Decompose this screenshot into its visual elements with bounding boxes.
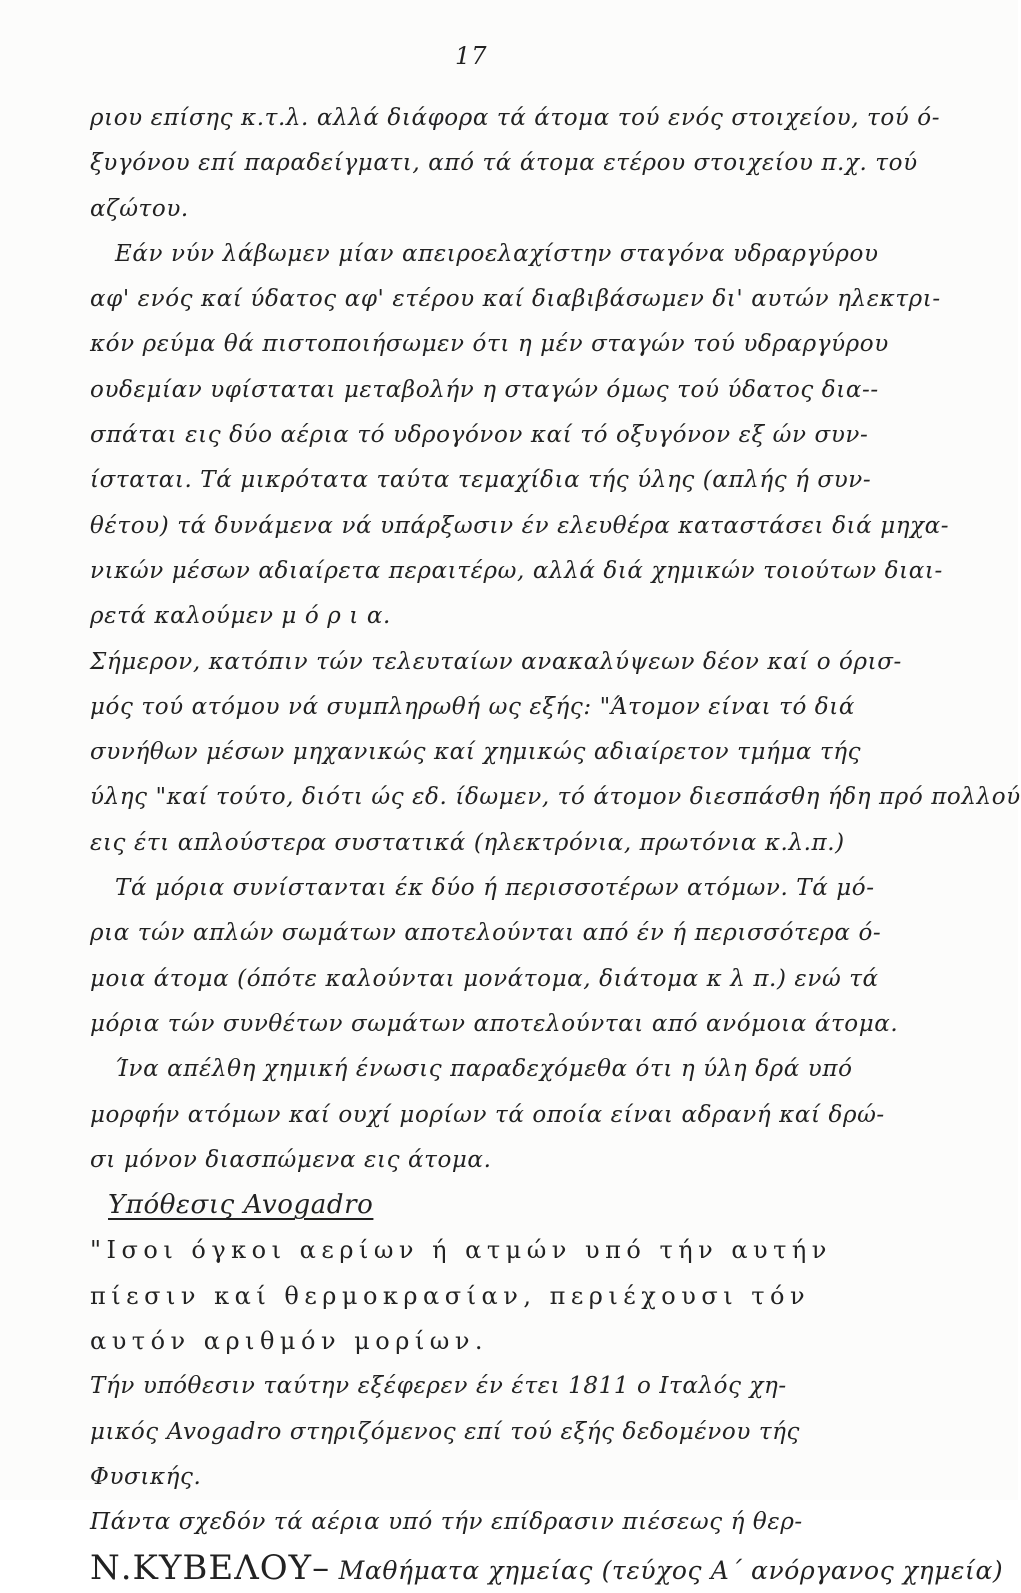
text-line: ρια τών απλών σωμάτων αποτελούνται από έν ή περισσότερα ό- [90, 920, 882, 947]
text-line: ουδεμίαν υφίσταται μεταβολήν η σταγών όμως τού ύδατος δια-- [90, 376, 879, 403]
text-line: σι μόνον διασπώμενα εις άτομα. [90, 1146, 492, 1173]
footer [90, 1546, 1004, 1591]
text-line: νικών μέσων αδιαίρετα περαιτέρω, αλλά διά χημικών τοιούτων διαι- [90, 557, 943, 584]
text-line: θέτου) τά δυνάμενα νά υπάρξωσιν έν ελευθέρα καταστάσει διά μηχα- [90, 512, 950, 539]
text-line: ρετά καλούμεν μ ό ρ ι α. [90, 603, 391, 630]
text-line: Τήν υπόθεσιν ταύτην εξέφερεν έν έτει 1811 ο Ιταλός χη- [90, 1373, 787, 1400]
hypothesis-line: αυτόν αριθμόν μορίων. [90, 1327, 489, 1356]
hypothesis-title: Υπόθεσις Avogadro [108, 1190, 374, 1221]
text-line: μός τού ατόμου νά συμπληρωθή ως εξής: "Άτομον είναι τό διά [90, 693, 855, 720]
text-line: ξυγόνου επί παραδείγματι, από τά άτομα ετέρου στοιχείου π.χ. τού [90, 150, 918, 177]
text-line: μικός Avogadro στηριζόμενος επί τού εξής δεδομένου τής [90, 1418, 801, 1445]
text-line: ύλης "καί τούτο, διότι ώς εδ. ίδωμεν, τό άτομον διεσπάσθη ήδη πρό πολλού [90, 784, 1021, 811]
text-line: σπάται εις δύο αέρια τό υδρογόνον καί τό οξυγόνον εξ ών συν- [90, 422, 869, 449]
text-line: ριου επίσης κ.τ.λ. αλλά διάφορα τά άτομα τού ενός στοιχείου, τού ό- [90, 105, 941, 131]
footer-course: Μαθήματα χημείας (τεύχος Α΄ ανόργανος χημεία) [338, 1555, 1004, 1585]
text-line: Εάν νύν λάβωμεν μίαν απειροελαχίστην σταγόνα υδραργύρου [115, 240, 879, 267]
text-line: μόρια τών συνθέτων σωμάτων αποτελούνται από ανόμοια άτομα. [90, 1010, 899, 1037]
text-line: κόν ρεύμα θά πιστοποιήσωμεν ότι η μέν σταγών τού υδραργύρου [90, 331, 889, 358]
section-heading [90, 1183, 920, 1228]
footer-author: Ν.ΚΥΒΕΛΟΥ– [90, 1547, 331, 1588]
hypothesis-line: "Ισοι όγκοι αερίων ή ατμών υπό τήν αυτήν [90, 1236, 832, 1265]
text-line: Φυσικής. [90, 1463, 202, 1490]
text-line: εις έτι απλούστερα συστατικά (ηλεκτρόνια, πρωτόνια κ.λ.π.) [90, 829, 845, 856]
text-line: μοια άτομα (όπότε καλούνται μονάτομα, διάτομα κ λ π.) ενώ τά [90, 965, 879, 992]
text-line: ίσταται. Τά μικρότατα ταύτα τεμαχίδια τής ύλης (απλής ή συν- [90, 467, 872, 494]
text-line: αφ' ενός καί ύδατος αφ' ετέρου καί διαβιβάσωμεν δι' αυτών ηλεκτρι- [90, 286, 941, 313]
text-line: Τά μόρια συνίστανται έκ δύο ή περισσοτέρων ατόμων. Τά μό- [115, 875, 875, 902]
text-line: Πάντα σχεδόν τά αέρια υπό τήν επίδρασιν πιέσεως ή θερ- [90, 1509, 803, 1536]
text-line: Σήμερον, κατόπιν τών τελευταίων ανακαλύψεων δέον καί ο όρισ- [90, 648, 902, 675]
text-line: συνήθων μέσων μηχανικώς καί χημικώς αδιαίρετον τμήμα τής [90, 739, 862, 766]
text-line: αζώτου. [90, 195, 189, 222]
page-number: 17 [455, 42, 488, 70]
text-line: Ίνα απέλθη χημική ένωσις παραδεχόμεθα ότι η ύλη δρά υπό [115, 1056, 853, 1083]
text-body [90, 96, 1021, 1591]
text-line: μορφήν ατόμων καί ουχί μορίων τά οποία είναι αδρανή καί δρώ- [90, 1101, 885, 1128]
hypothesis-line: πίεσιν καί θερμοκρασίαν, περιέχουσι τόν [90, 1281, 811, 1310]
